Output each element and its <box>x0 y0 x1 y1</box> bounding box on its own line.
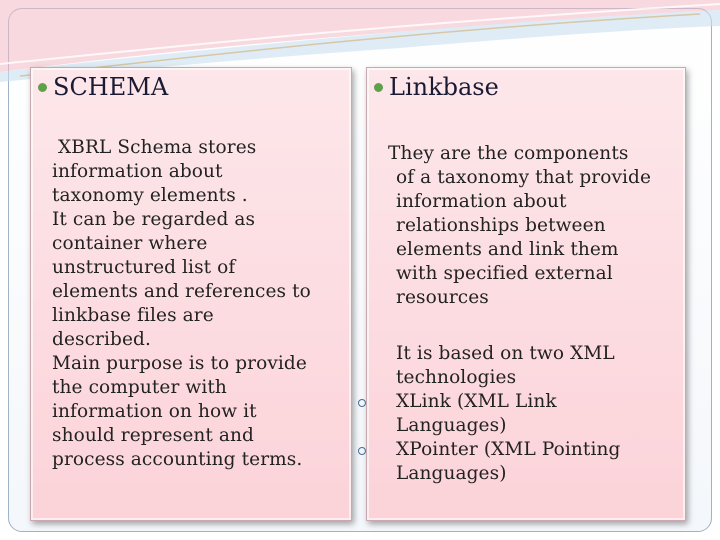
bullet-icon <box>374 83 383 92</box>
text-line: They are the components <box>388 143 629 164</box>
text-line: linkbase files are <box>52 305 214 326</box>
text-line: It is based on two XML <box>396 343 615 364</box>
text-line: container where <box>52 233 208 254</box>
text-line: XPointer (XML Pointing <box>396 439 621 460</box>
text-line: with specified external <box>396 263 613 284</box>
text-line: information about <box>52 161 223 182</box>
text-line: resources <box>396 287 489 308</box>
text-line: of a taxonomy that provide <box>396 167 652 188</box>
circle-bullet-icon <box>358 399 366 407</box>
linkbase-heading <box>374 72 499 102</box>
text-line: process accounting terms. <box>52 449 303 470</box>
text-line: elements and link them <box>396 239 619 260</box>
text-line: Languages) <box>396 415 507 436</box>
list-item-xpointer <box>388 438 688 486</box>
list-item-xlink <box>388 390 688 438</box>
text-line: unstructured list of <box>52 257 236 278</box>
text-line: It can be regarded as <box>52 209 256 230</box>
linkbase-technologies <box>388 342 688 486</box>
schema-paragraph-2 <box>52 208 352 352</box>
text-line: should represent and <box>52 425 254 446</box>
text-line: Languages) <box>396 463 507 484</box>
text-line: XLink (XML Link <box>396 391 557 412</box>
text-line: the computer with <box>52 377 227 398</box>
text-line: described. <box>52 329 151 350</box>
text-line: elements and references to <box>52 281 311 302</box>
text-line: Main purpose is to provide <box>52 353 307 374</box>
linkbase-heading-label: Linkbase <box>389 73 499 101</box>
linkbase-text <box>388 142 684 310</box>
schema-paragraph-1 <box>52 136 352 208</box>
schema-heading-label: SCHEMA <box>53 73 169 101</box>
schema-heading <box>38 72 168 102</box>
schema-text <box>52 136 352 472</box>
circle-bullet-icon <box>358 447 366 455</box>
text-line: taxonomy elements . <box>52 185 248 206</box>
text-line: technologies <box>396 367 517 388</box>
text-line: information about <box>396 191 567 212</box>
text-line: relationships between <box>396 215 606 236</box>
bullet-icon <box>38 83 47 92</box>
text-line: information on how it <box>52 401 257 422</box>
schema-paragraph-3 <box>52 352 352 472</box>
text-line: XBRL Schema stores <box>58 137 257 158</box>
